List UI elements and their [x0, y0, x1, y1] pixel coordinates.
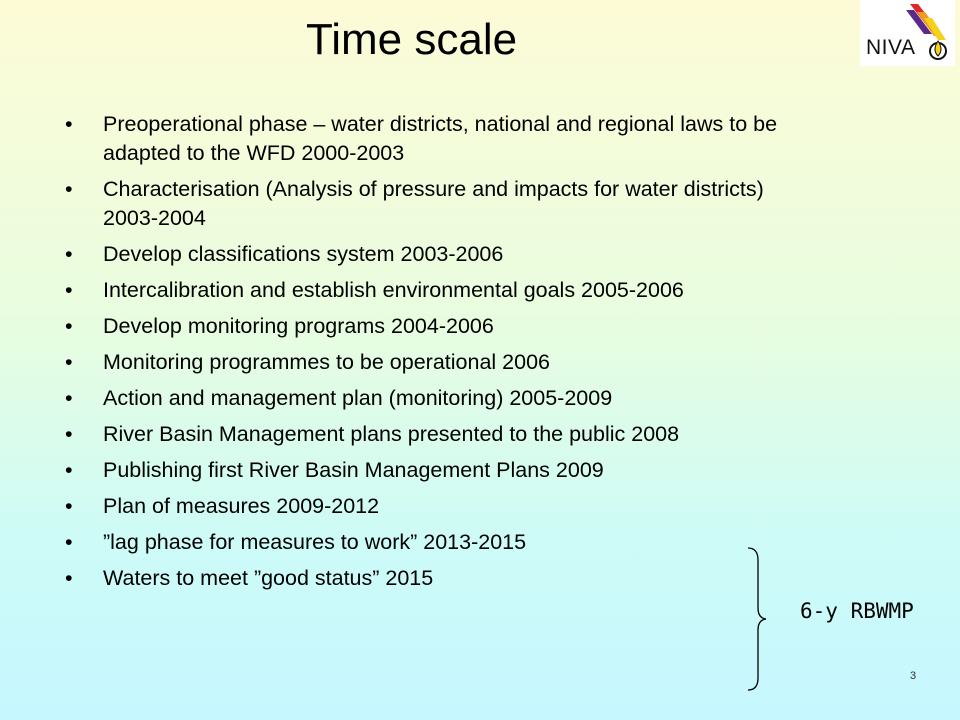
bullet-dot: •	[65, 422, 73, 446]
bullet-dot: •	[65, 350, 73, 374]
right-brace-icon	[746, 546, 770, 692]
bullet-list	[65, 110, 785, 600]
bullet-text: Preoperational phase – water districts, national and regional laws to be adapted to the WFD 2000-2003	[103, 112, 778, 165]
bullet-dot: •	[65, 494, 73, 518]
bullet-text: Publishing first River Basin Management Plans 2009	[103, 458, 604, 482]
bullet-item	[65, 492, 785, 521]
bullet-dot: •	[65, 530, 73, 554]
bullet-dot: •	[65, 386, 73, 410]
bullet-text: River Basin Management plans presented to the public 2008	[103, 422, 680, 446]
bullet-text: Plan of measures 2009-2012	[103, 494, 380, 518]
slide-title: Time scale	[306, 15, 518, 64]
bullet-item	[65, 456, 785, 485]
slide-number: 3	[910, 670, 917, 682]
bullet-item	[65, 420, 785, 449]
bullet-item	[65, 240, 785, 269]
brace-label: 6-y RBWMP	[800, 599, 914, 623]
bullet-item	[65, 175, 785, 233]
niva-logo	[860, 0, 955, 66]
bullet-item	[65, 110, 785, 168]
bullet-dot: •	[65, 458, 73, 482]
bullet-text: Monitoring programmes to be operational 2006	[103, 350, 550, 374]
bullet-text: Action and management plan (monitoring) 2005-2009	[103, 386, 613, 410]
bullet-item	[65, 312, 785, 341]
logo-text: NIVA	[866, 36, 916, 59]
bullet-text: Waters to meet ”good status” 2015	[103, 566, 434, 590]
bullet-item	[65, 384, 785, 413]
bullet-item	[65, 276, 785, 305]
bullet-dot: •	[65, 177, 73, 201]
bullet-text: Characterisation (Analysis of pressure and impacts for water districts) 2003-2004	[103, 177, 764, 230]
bullet-item	[65, 528, 785, 557]
bullet-dot: •	[65, 112, 73, 136]
bullet-item	[65, 348, 785, 377]
bullet-text: Develop monitoring programs 2004-2006	[103, 314, 494, 338]
bullet-item	[65, 564, 785, 593]
bullet-text: Develop classifications system 2003-2006	[103, 242, 504, 266]
bullet-text: Intercalibration and establish environmental goals 2005-2006	[103, 278, 684, 302]
bullet-dot: •	[65, 566, 73, 590]
bullet-text: ”lag phase for measures to work” 2013-2015	[103, 530, 527, 554]
bullet-dot: •	[65, 278, 73, 302]
bullet-dot: •	[65, 314, 73, 338]
bullet-dot: •	[65, 242, 73, 266]
